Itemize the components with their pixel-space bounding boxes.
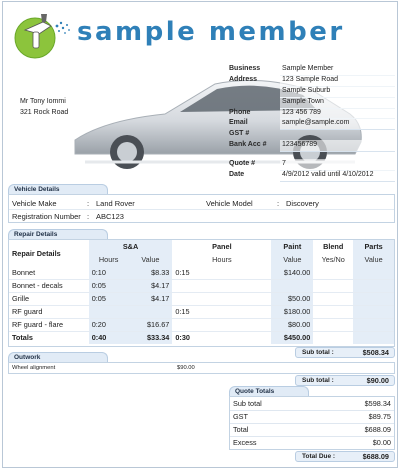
- repair-table: [9, 240, 394, 344]
- total-due-label: Total Due :: [302, 453, 336, 460]
- vehicle-row-rego: Registration Number : ABC123: [12, 212, 124, 221]
- repair-row: Grille 0:05 $4.17 $50.00: [9, 292, 394, 305]
- repair-row-header: Repair Details: [9, 240, 89, 266]
- registration-label: Registration Number: [12, 212, 81, 221]
- repair-subtotal-label: Sub total :: [302, 349, 334, 356]
- repair-details-box: [8, 239, 395, 347]
- info-row-town: Sample Town: [227, 97, 395, 108]
- spray-gun-logo-icon: [13, 8, 75, 64]
- info-row-gst: GST #: [227, 129, 395, 140]
- group-panel: Panel: [172, 240, 271, 253]
- info-row-quote-number: Quote # 7: [227, 159, 395, 170]
- quote-totals-row: GST $89.75: [230, 410, 394, 423]
- registration-value: ABC123: [96, 212, 124, 221]
- outwork-box: [8, 362, 395, 374]
- vehicle-make-label: Vehicle Make: [12, 199, 57, 208]
- info-row-address: Address 123 Sample Road: [227, 75, 395, 86]
- group-paint: Paint: [283, 242, 302, 251]
- info-gap: [227, 151, 395, 159]
- vehicle-model-label: Vehicle Model: [206, 199, 253, 208]
- info-row-suburb: Sample Suburb: [227, 86, 395, 97]
- repair-row: RF guard - flare 0:20 $16.67 $80.00: [9, 318, 394, 331]
- repair-row: Bonnet 0:10 $8.33 0:15 $140.00: [9, 266, 394, 279]
- sub-sa-value: Value: [129, 253, 173, 266]
- sub-panel-hours: Hours: [212, 255, 232, 264]
- sub-blend-yesno: Yes/No: [321, 255, 345, 264]
- repair-subtotal-value: $508.34: [362, 348, 389, 357]
- outwork-item-value: $90.00: [177, 365, 195, 371]
- repair-row: RF guard 0:15 $180.00: [9, 305, 394, 318]
- info-row-bank: Bank Acc # 123456789: [227, 140, 395, 151]
- vehicle-details-box: [8, 194, 395, 223]
- info-row-phone: Phone 123 456 789: [227, 108, 395, 119]
- brand-name: sample member: [77, 17, 345, 47]
- vehicle-make-value: Land Rover: [96, 199, 135, 208]
- quote-totals-table: [230, 397, 394, 449]
- quote-page: [2, 1, 398, 468]
- vehicle-row-make-model: Vehicle Make : Land Rover Vehicle Model : Discovery: [9, 197, 394, 210]
- quote-totals-row: Excess $0.00: [233, 438, 391, 448]
- vehicle-details-heading: Vehicle Details: [8, 184, 108, 194]
- sub-parts-value: Value: [353, 253, 394, 266]
- outwork-subtotal-value: $90.00: [366, 376, 389, 385]
- repair-subtotal: [295, 347, 395, 358]
- business-info: [227, 64, 395, 181]
- repair-details-heading: Repair Details: [8, 229, 108, 239]
- total-due: [295, 451, 395, 462]
- info-row-date: Date 4/9/2012 valid until 4/10/2012: [227, 170, 395, 181]
- outwork-subtotal-label: Sub total :: [302, 377, 334, 384]
- group-blend: Blend: [313, 240, 353, 253]
- repair-totals-row: Totals 0:40 $33.34 0:30 $450.00: [9, 331, 394, 344]
- group-parts: Parts: [364, 242, 383, 251]
- outwork-heading: Outwork: [8, 352, 108, 362]
- total-due-value: $688.09: [362, 452, 389, 461]
- repair-row: Bonnet - decals 0:05 $4.17: [9, 279, 394, 292]
- sub-paint-value: Value: [271, 253, 313, 266]
- group-sa: S&A: [122, 242, 139, 251]
- info-row-business: Business Sample Member: [227, 64, 395, 75]
- quote-totals-box: [229, 396, 395, 450]
- quote-totals-row: Sub total $598.34: [230, 397, 394, 410]
- quote-totals-heading: Quote Totals: [229, 386, 309, 396]
- customer-address: 321 Rock Road: [20, 109, 69, 116]
- customer-block: [20, 96, 68, 118]
- vehicle-model-value: Discovery: [286, 199, 319, 208]
- customer-name: Mr Tony Iommi: [20, 98, 66, 105]
- sub-sa-hours: Hours: [89, 253, 129, 266]
- outwork-subtotal: [295, 375, 395, 386]
- quote-totals-row: Total $688.09: [230, 423, 394, 436]
- outwork-item-name: Wheel alignment: [12, 365, 56, 371]
- info-row-email: Email sample@sample.com: [227, 118, 395, 129]
